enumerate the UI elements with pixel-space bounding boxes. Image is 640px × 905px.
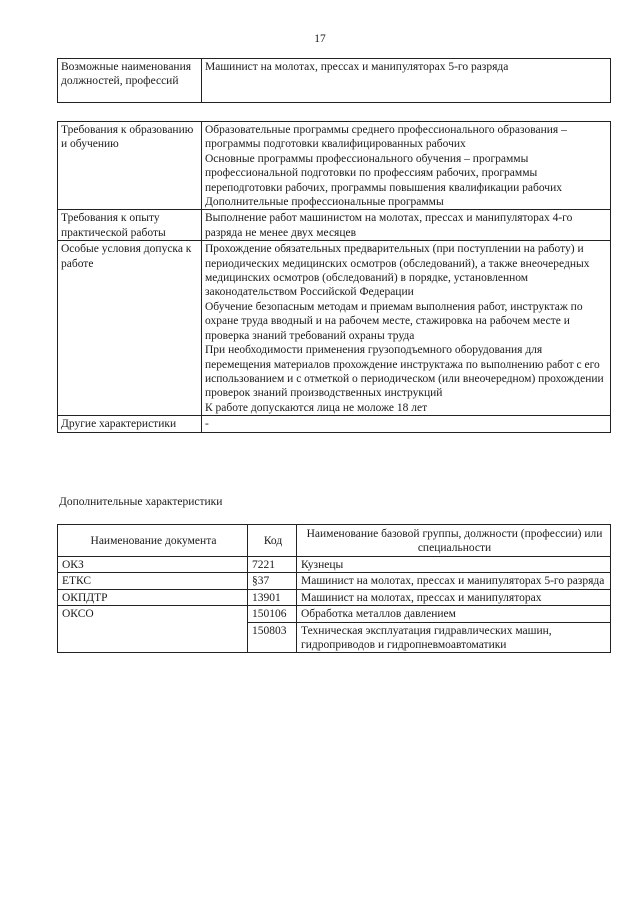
- education-requirements-row: [58, 122, 611, 210]
- requirements-table: [57, 121, 611, 433]
- requirement-label: Особые условия допуска к работе: [58, 241, 202, 416]
- table-row: [58, 606, 611, 622]
- cell-code: 13901: [248, 589, 297, 605]
- column-header-document: Наименование документа: [58, 525, 248, 557]
- positions-value: Машинист на молотах, прессах и манипуляторах 5-го разряда: [202, 59, 611, 103]
- table-header-row: [58, 525, 611, 557]
- positions-row: [58, 59, 611, 103]
- requirement-paragraph: -: [205, 418, 209, 431]
- requirement-value: [202, 210, 611, 241]
- page-number: 17: [314, 33, 326, 45]
- cell-code: 150106: [248, 606, 297, 622]
- cell-name: Машинист на молотах, прессах и манипуляторах 5-го разряда: [297, 573, 611, 589]
- requirement-value: [202, 416, 611, 432]
- requirement-label: Требования к образованию и обучению: [58, 122, 202, 210]
- requirement-paragraph: Дополнительные профессиональные программы: [205, 196, 444, 209]
- cell-name: Машинист на молотах, прессах и манипуляторах: [297, 589, 611, 605]
- requirement-value: [202, 122, 611, 210]
- cell-document: ЕТКС: [58, 573, 248, 589]
- cell-code: 150803: [248, 622, 297, 653]
- other-characteristics-row: [58, 416, 611, 432]
- extra-characteristics-heading: Дополнительные характеристики: [59, 496, 223, 508]
- requirement-paragraph: Основные программы профессионального обучения – программы профессиональной подготовки по профессиям рабочих, программы переподготовки рабочих, программы повышения квалификации рабочих: [205, 152, 562, 194]
- cell-document: ОКСО: [58, 606, 248, 653]
- table-row: [58, 589, 611, 605]
- cell-code: §37: [248, 573, 297, 589]
- requirement-paragraph: При необходимости применения грузоподъемного оборудования для перемещения материалов прохождение инструктажа по выполнению работ с его использованием и с отметкой о периодическом (или внеочередном) прохождении проверок знаний производственных инструкций: [205, 344, 604, 400]
- cell-name: Техническая эксплуатация гидравлических машин, гидроприводов и гидропневмоавтоматики: [297, 622, 611, 653]
- requirement-value: [202, 241, 611, 416]
- cell-name: Обработка металлов давлением: [297, 606, 611, 622]
- table-row: [58, 557, 611, 573]
- cell-code: 7221: [248, 557, 297, 573]
- admission-conditions-row: [58, 241, 611, 416]
- positions-table: [57, 58, 611, 103]
- requirement-paragraph: Прохождение обязательных предварительных (при поступлении на работу) и периодических медицинских осмотров (обследований), а также внеочередных медицинских осмотров (обследований) в порядке, установленном законодательством Российской Федерации: [205, 243, 590, 299]
- table-row: [58, 573, 611, 589]
- requirement-paragraph: К работе допускаются лица не моложе 18 лет: [205, 401, 428, 414]
- requirement-paragraph: Образовательные программы среднего профессионального образования – программы подготовки квалифицированных рабочих: [205, 124, 567, 151]
- extra-characteristics-table: [57, 524, 611, 653]
- experience-requirements-row: [58, 210, 611, 241]
- requirement-label: Требования к опыту практической работы: [58, 210, 202, 241]
- column-header-code: Код: [248, 525, 297, 557]
- column-header-name: Наименование базовой группы, должности (профессии) или специальности: [297, 525, 611, 557]
- cell-name: Кузнецы: [297, 557, 611, 573]
- positions-label: Возможные наименования должностей, профессий: [58, 59, 202, 103]
- requirement-paragraph: Выполнение работ машинистом на молотах, прессах и манипуляторах 4-го разряда не менее двух месяцев: [205, 212, 573, 239]
- requirement-paragraph: Обучение безопасным методам и приемам выполнения работ, инструктаж по охране труда вводный и на рабочем месте, стажировка на рабочем месте и проверка знаний требований охраны труда: [205, 300, 583, 342]
- cell-document: ОКПДТР: [58, 589, 248, 605]
- cell-document: ОКЗ: [58, 557, 248, 573]
- requirement-label: Другие характеристики: [58, 416, 202, 432]
